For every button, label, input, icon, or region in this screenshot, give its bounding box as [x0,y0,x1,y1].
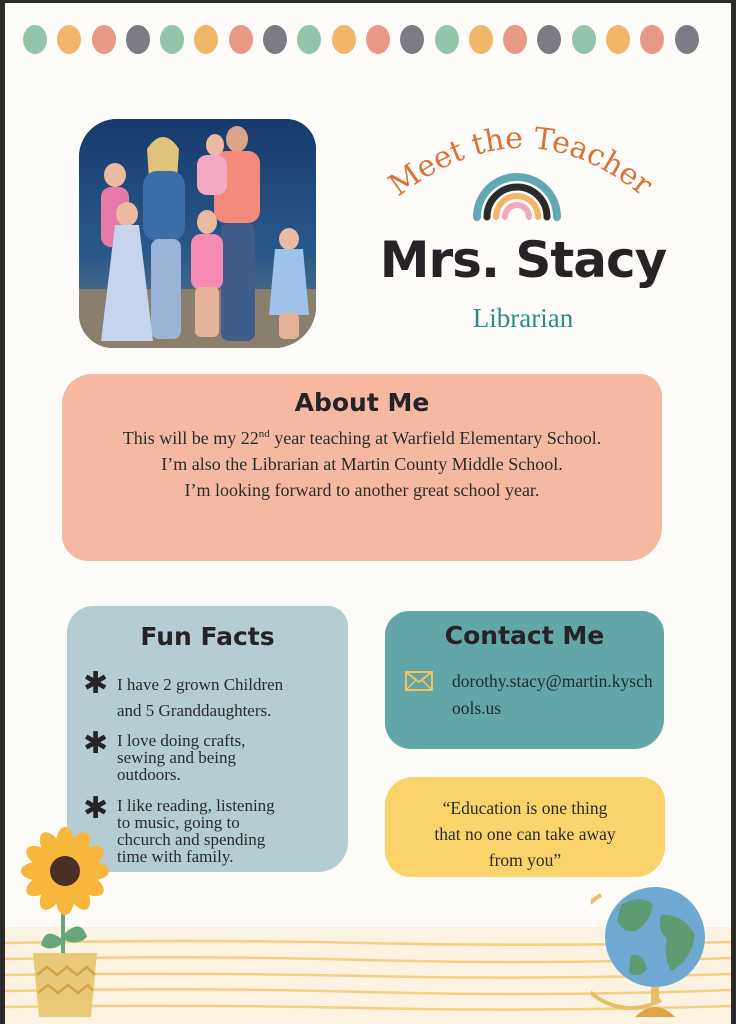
decorative-dot [366,25,390,54]
envelope-icon [405,671,433,691]
asterisk-bullet-icon: ✱ [83,666,109,701]
family-photo [79,119,316,348]
quote-card [385,777,665,877]
sunflower-pot-icon [15,825,115,1020]
globe-icon [591,875,711,1024]
decorative-dot [57,25,81,54]
quote-text: “Education is one thing that no one can take away from you” [434,798,616,870]
decorative-dot [572,25,596,54]
decorative-dot [92,25,116,54]
decorative-dot [194,25,218,54]
fact-item: ✱ I love doing crafts, sewing and being outdoors. [83,726,246,784]
teacher-name: Mrs. Stacy [379,231,667,289]
about-me-heading: About Me [294,388,430,417]
asterisk-bullet-icon: ✱ [83,791,109,826]
teacher-role: Librarian [472,303,574,333]
decorative-dot [263,25,287,54]
decorative-dot [400,25,424,54]
svg-text:Meet the Teacher [382,121,659,204]
decorative-dot [606,25,630,54]
contact-me-heading: Contact Me [444,621,605,650]
about-line-1: This will be my 22nd year teaching at Warfield Elementary School. [122,428,602,448]
decorative-dot [332,25,356,54]
decorative-dot [23,25,47,54]
decorative-dot [160,25,184,54]
decorative-dot [435,25,459,54]
decorative-dot [229,25,253,54]
decorative-dot [537,25,561,54]
decorative-dot-row [23,25,699,54]
decorative-dot [126,25,150,54]
decorative-dot [503,25,527,54]
decorative-dot [469,25,493,54]
about-line-3: I’m looking forward to another great school year. [184,480,540,500]
fact-item: ✱ I like reading, listening to music, going to chcurch and spending time with family. [83,791,275,866]
decorative-dot [640,25,664,54]
flyer-page [5,3,731,1024]
asterisk-bullet-icon: ✱ [83,726,109,761]
contact-me-card [385,611,664,749]
title-text: Meet the Teacher [382,120,659,204]
about-line-2: I’m also the Librarian at Martin County Middle School. [161,454,563,474]
fun-facts-heading: Fun Facts [140,622,275,651]
decorative-dot [675,25,699,54]
about-me-card [62,374,662,561]
fact-item: ✱ I have 2 grown Children and 5 Granddaughters. [83,672,333,724]
decorative-dot [297,25,321,54]
meet-the-teacher-title [335,99,715,229]
email-link[interactable]: dorothy.stacy@martin.kyschools.us [452,671,653,718]
rainbow-icon [477,177,557,217]
